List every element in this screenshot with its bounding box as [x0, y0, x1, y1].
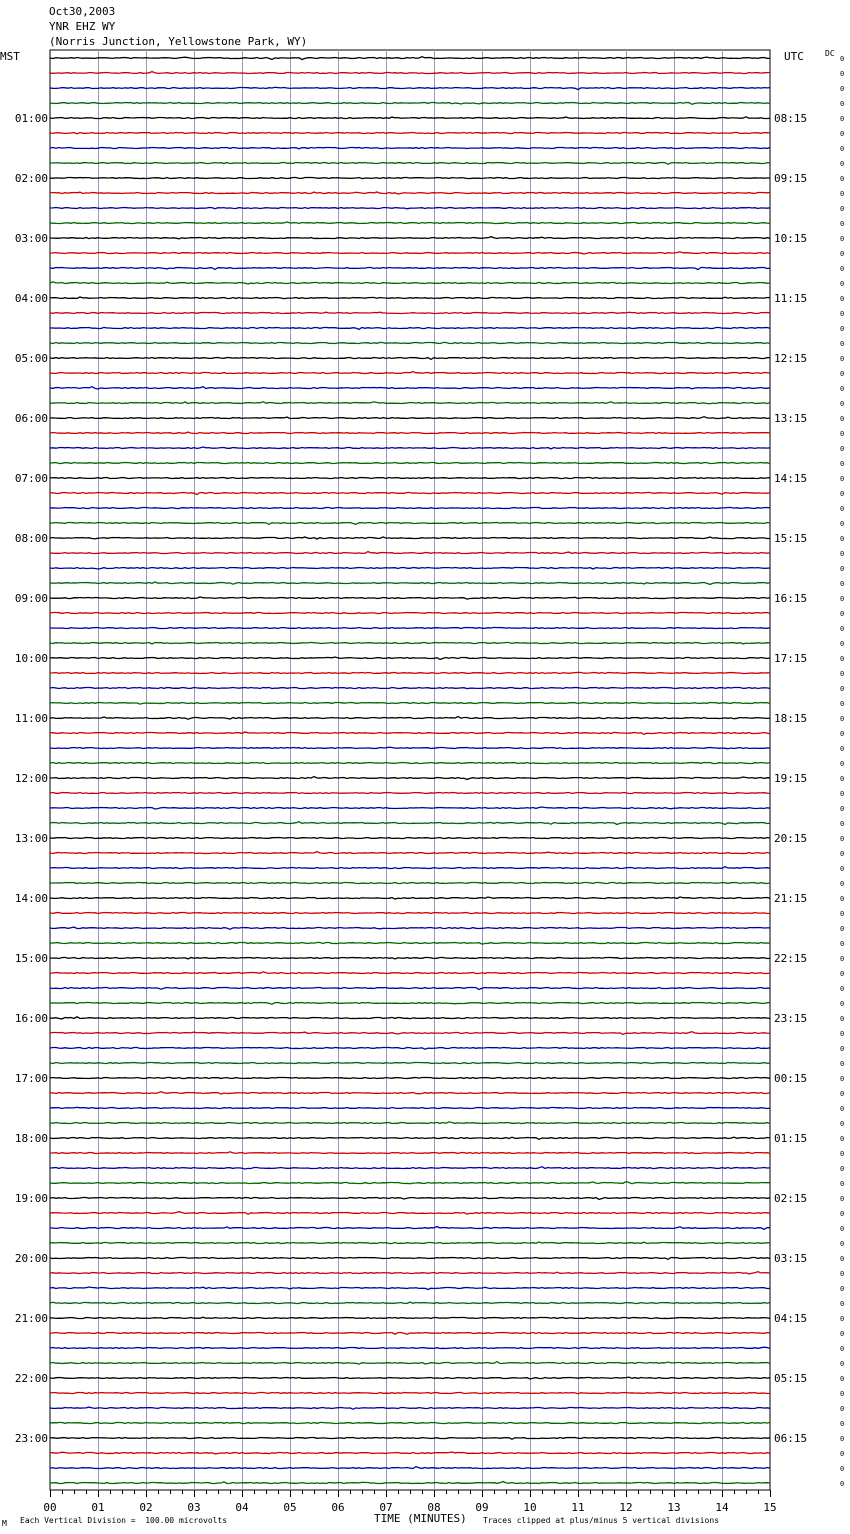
- dc-offset-label: 0: [840, 1225, 845, 1233]
- trace-line: [50, 537, 770, 539]
- x-tick-label: 08: [427, 1501, 441, 1514]
- dc-offset-label: 0: [840, 1270, 845, 1278]
- left-hour-label: 21:00: [14, 1312, 48, 1325]
- trace-line: [50, 972, 770, 974]
- dc-offset-label: 0: [840, 175, 845, 183]
- right-hour-label: 10:15: [774, 232, 808, 245]
- trace-line: [50, 1003, 770, 1005]
- trace-line: [50, 1198, 770, 1200]
- trace-line: [50, 493, 770, 495]
- dc-offset-label: 0: [840, 835, 845, 843]
- trace-line: [50, 807, 770, 809]
- trace-line: [50, 613, 770, 614]
- trace-line: [50, 372, 770, 374]
- dc-offset-label: 0: [840, 1015, 845, 1023]
- right-axis-title: UTC: [784, 50, 804, 63]
- left-hour-label: 10:00: [14, 652, 48, 665]
- trace-line: [50, 417, 770, 419]
- trace-line: [50, 988, 770, 990]
- trace-line: [50, 897, 770, 899]
- trace-line: [50, 463, 770, 464]
- right-hour-label: 06:15: [774, 1432, 808, 1445]
- dc-offset-label: 0: [840, 1360, 845, 1368]
- trace-line: [50, 1317, 770, 1318]
- right-hour-label: 08:15: [774, 112, 808, 125]
- trace-line: [50, 252, 770, 254]
- dc-offset-label: 0: [840, 220, 845, 228]
- dc-offset-label: 0: [840, 100, 845, 108]
- trace-line: [50, 642, 770, 644]
- trace-line: [50, 1302, 770, 1303]
- dc-offset-label: 0: [840, 115, 845, 123]
- dc-offset-label: 0: [840, 325, 845, 333]
- dc-offset-label: 0: [840, 280, 845, 288]
- dc-offset-label: 0: [840, 1090, 845, 1098]
- dc-offset-label: 0: [840, 70, 845, 78]
- trace-line: [50, 327, 770, 329]
- trace-line: [50, 192, 770, 194]
- dc-offset-label: 0: [840, 1150, 845, 1158]
- dc-offset-label: 0: [840, 955, 845, 963]
- trace-line: [50, 57, 770, 60]
- x-tick-label: 15: [763, 1501, 777, 1514]
- x-axis-label: TIME (MINUTES): [374, 1512, 467, 1525]
- trace-line: [50, 717, 770, 720]
- dc-offset-label: 0: [840, 340, 845, 348]
- trace-line: [50, 597, 770, 599]
- trace-line: [50, 1182, 770, 1184]
- left-hour-label: 09:00: [14, 592, 48, 605]
- x-tick-label: 03: [187, 1501, 201, 1514]
- trace-line: [50, 237, 770, 239]
- x-tick-label: 12: [619, 1501, 633, 1514]
- dc-offset-label: 0: [840, 1330, 845, 1338]
- right-hour-label: 18:15: [774, 712, 808, 725]
- dc-offset-label: 0: [840, 1285, 845, 1293]
- trace-line: [50, 627, 770, 628]
- trace-line: [50, 1258, 770, 1260]
- right-hour-label: 01:15: [774, 1132, 808, 1145]
- right-hour-label: 19:15: [774, 772, 808, 785]
- right-hour-label: 17:15: [774, 652, 808, 665]
- trace-line: [50, 1167, 770, 1169]
- scale-note: Each Vertical Division = 100.00 microvolts: [20, 1516, 228, 1525]
- dc-offset-label: 0: [840, 145, 845, 153]
- x-tick-label: 10: [523, 1501, 537, 1514]
- trace-line: [50, 793, 770, 794]
- trace-line: [50, 702, 770, 704]
- dc-offset-label: 0: [840, 1480, 845, 1488]
- dc-offset-label: 0: [840, 1060, 845, 1068]
- trace-line: [50, 342, 770, 343]
- trace-line: [50, 222, 770, 224]
- dc-offset-label: 0: [840, 760, 845, 768]
- trace-line: [50, 747, 770, 749]
- dc-offset-label: 0: [840, 715, 845, 723]
- right-hour-label: 16:15: [774, 592, 808, 605]
- header-date: Oct30,2003: [49, 5, 116, 18]
- dc-offset-label: 0: [840, 1210, 845, 1218]
- dc-offset-label: 0: [840, 310, 845, 318]
- dc-offset-label: 0: [840, 595, 845, 603]
- dc-offset-label: 0: [840, 775, 845, 783]
- trace-line: [50, 358, 770, 360]
- left-hour-label: 14:00: [14, 892, 48, 905]
- right-hour-label: 21:15: [774, 892, 808, 905]
- trace-line: [50, 297, 770, 299]
- dc-offset-label: 0: [840, 1345, 845, 1353]
- dc-offset-label: 0: [840, 505, 845, 513]
- dc-offset-label: 0: [840, 460, 845, 468]
- dc-offset-label: 0: [840, 1435, 845, 1443]
- x-tick-label: 00: [43, 1501, 57, 1514]
- left-hour-label: 13:00: [14, 832, 48, 845]
- right-hour-label: 04:15: [774, 1312, 808, 1325]
- left-hour-label: 11:00: [14, 712, 48, 725]
- trace-line: [50, 732, 770, 734]
- x-tick-label: 09: [475, 1501, 489, 1514]
- trace-line: [50, 268, 770, 270]
- trace-line: [50, 1063, 770, 1064]
- trace-line: [50, 1362, 770, 1365]
- x-tick-label: 01: [91, 1501, 105, 1514]
- right-hour-label: 03:15: [774, 1252, 808, 1265]
- x-tick-label: 02: [139, 1501, 153, 1514]
- right-hour-label: 09:15: [774, 172, 808, 185]
- trace-line: [50, 432, 770, 433]
- dc-offset-label: 0: [840, 235, 845, 243]
- trace-line: [50, 402, 770, 404]
- dc-offset-label: 0: [840, 550, 845, 558]
- trace-line: [50, 867, 770, 869]
- dc-offset-label: 0: [840, 1405, 845, 1413]
- dc-offset-label: 0: [840, 925, 845, 933]
- left-hour-label: 04:00: [14, 292, 48, 305]
- dc-offset-label: 0: [840, 820, 845, 828]
- dc-offset-label: 0: [840, 250, 845, 258]
- left-hour-label: 06:00: [14, 412, 48, 425]
- trace-line: [50, 838, 770, 839]
- dc-offset-label: 0: [840, 205, 845, 213]
- trace-line: [50, 1152, 770, 1154]
- trace-line: [50, 672, 770, 673]
- dc-offset-label: 0: [840, 1045, 845, 1053]
- trace-line: [50, 508, 770, 509]
- left-hour-label: 19:00: [14, 1192, 48, 1205]
- trace-line: [50, 1122, 770, 1124]
- trace-line: [50, 1272, 770, 1274]
- dc-offset-label: 0: [840, 415, 845, 423]
- trace-line: [50, 1227, 770, 1230]
- trace-line: [50, 148, 770, 149]
- right-hour-label: 12:15: [774, 352, 808, 365]
- trace-line: [50, 523, 770, 525]
- trace-line: [50, 162, 770, 164]
- dc-offset-label: 0: [840, 1465, 845, 1473]
- left-hour-label: 15:00: [14, 952, 48, 965]
- dc-offset-label: 0: [840, 1165, 845, 1173]
- dc-offset-label: 0: [840, 1240, 845, 1248]
- left-hour-label: 07:00: [14, 472, 48, 485]
- x-tick-label: 06: [331, 1501, 345, 1514]
- trace-line: [50, 1242, 770, 1244]
- header-location: (Norris Junction, Yellowstone Park, WY): [49, 35, 308, 48]
- dc-offset-label: 0: [840, 1000, 845, 1008]
- trace-line: [50, 568, 770, 570]
- right-hour-label: 14:15: [774, 472, 808, 485]
- dc-offset-label: 0: [840, 790, 845, 798]
- dc-offset-label: 0: [840, 625, 845, 633]
- dc-offset-label: 0: [840, 475, 845, 483]
- dc-offset-label: 0: [840, 1315, 845, 1323]
- dc-offset-label: 0: [840, 355, 845, 363]
- clip-note: Traces clipped at plus/minus 5 vertical divisions: [483, 1516, 720, 1525]
- dc-offset-label: 0: [840, 55, 845, 63]
- trace-line: [50, 657, 770, 659]
- left-hour-label: 16:00: [14, 1012, 48, 1025]
- dc-offset-label: 0: [840, 430, 845, 438]
- x-tick-label: 11: [571, 1501, 585, 1514]
- dc-offset-label: 0: [840, 535, 845, 543]
- dc-offset-label: 0: [840, 640, 845, 648]
- right-hour-label: 13:15: [774, 412, 808, 425]
- dc-offset-label: 0: [840, 580, 845, 588]
- left-hour-label: 05:00: [14, 352, 48, 365]
- left-hour-label: 03:00: [14, 232, 48, 245]
- trace-line: [50, 387, 770, 389]
- trace-line: [50, 1452, 770, 1454]
- trace-line: [50, 1017, 770, 1019]
- trace-line: [50, 1377, 770, 1379]
- trace-line: [50, 312, 770, 313]
- dc-offset-label: 0: [840, 1075, 845, 1083]
- trace-line: [50, 927, 770, 929]
- dc-offset-label: 0: [840, 1300, 845, 1308]
- trace-line: [50, 178, 770, 179]
- trace-line: [50, 777, 770, 780]
- trace-line: [50, 582, 770, 584]
- trace-line: [50, 913, 770, 914]
- right-hour-label: 23:15: [774, 1012, 808, 1025]
- x-tick-label: 04: [235, 1501, 249, 1514]
- left-hour-label: 20:00: [14, 1252, 48, 1265]
- trace-line: [50, 1467, 770, 1469]
- dc-offset-label: 0: [840, 745, 845, 753]
- dc-offset-label: 0: [840, 1450, 845, 1458]
- trace-line: [50, 1078, 770, 1079]
- dc-offset-label: 0: [840, 1180, 845, 1188]
- left-axis-title: MST: [0, 50, 20, 63]
- dc-offset-label: 0: [840, 265, 845, 273]
- trace-line: [50, 1092, 770, 1094]
- trace-line: [50, 117, 770, 119]
- dc-offset-label: 0: [840, 1195, 845, 1203]
- x-tick-label: 13: [667, 1501, 681, 1514]
- dc-offset-label: 0: [840, 295, 845, 303]
- dc-offset-label: 0: [840, 1420, 845, 1428]
- dc-offset-label: 0: [840, 370, 845, 378]
- trace-line: [50, 883, 770, 884]
- dc-offset-label: 0: [840, 445, 845, 453]
- trace-line: [50, 1482, 770, 1484]
- dc-offset-label: 0: [840, 400, 845, 408]
- right-hour-label: 05:15: [774, 1372, 808, 1385]
- dc-offset-label: 0: [840, 880, 845, 888]
- x-tick-label: 05: [283, 1501, 297, 1514]
- dc-offset-label: 0: [840, 610, 845, 618]
- dc-offset-label: 0: [840, 655, 845, 663]
- dc-offset-label: 0: [840, 1390, 845, 1398]
- trace-line: [50, 1407, 770, 1409]
- dc-offset-label: 0: [840, 685, 845, 693]
- trace-line: [50, 72, 770, 74]
- dc-offset-label: 0: [840, 1375, 845, 1383]
- right-hour-label: 20:15: [774, 832, 808, 845]
- dc-offset-label: 0: [840, 1255, 845, 1263]
- trace-line: [50, 822, 770, 825]
- trace-line: [50, 87, 770, 89]
- left-hour-label: 08:00: [14, 532, 48, 545]
- trace-line: [50, 1287, 770, 1290]
- x-tick-label: 14: [715, 1501, 729, 1514]
- dc-offset-label: 0: [840, 670, 845, 678]
- trace-line: [50, 1347, 770, 1348]
- trace-line: [50, 478, 770, 479]
- dc-offset-label: 0: [840, 730, 845, 738]
- trace-line: [50, 208, 770, 209]
- trace-line: [50, 447, 770, 449]
- dc-offset-label: 0: [840, 910, 845, 918]
- dc-offset-label: 0: [840, 130, 845, 138]
- dc-offset-label: 0: [840, 700, 845, 708]
- trace-line: [50, 1212, 770, 1215]
- trace-line: [50, 1047, 770, 1049]
- corner-mark: M: [2, 1519, 7, 1528]
- dc-offset-label: 0: [840, 970, 845, 978]
- right-hour-label: 11:15: [774, 292, 808, 305]
- trace-line: [50, 957, 770, 959]
- right-hour-label: 02:15: [774, 1192, 808, 1205]
- dc-offset-label: 0: [840, 1105, 845, 1113]
- trace-line: [50, 1137, 770, 1139]
- trace-line: [50, 1438, 770, 1440]
- dc-offset-label: 0: [840, 940, 845, 948]
- dc-offset-label: 0: [840, 850, 845, 858]
- trace-line: [50, 1333, 770, 1335]
- trace-line: [50, 1032, 770, 1035]
- trace-line: [50, 282, 770, 284]
- dc-offset-label: 0: [840, 190, 845, 198]
- left-hour-label: 23:00: [14, 1432, 48, 1445]
- dc-offset-label: 0: [840, 85, 845, 93]
- trace-line: [50, 103, 770, 105]
- dc-offset-label: 0: [840, 520, 845, 528]
- dc-offset-label: 0: [840, 565, 845, 573]
- dc-offset-label: 0: [840, 385, 845, 393]
- dc-label: DC: [825, 49, 835, 58]
- trace-line: [50, 1107, 770, 1108]
- dc-offset-label: 0: [840, 895, 845, 903]
- x-tick-label: 07: [379, 1501, 393, 1514]
- dc-offset-label: 0: [840, 1120, 845, 1128]
- right-hour-label: 22:15: [774, 952, 808, 965]
- trace-line: [50, 763, 770, 764]
- trace-line: [50, 852, 770, 854]
- dc-offset-label: 0: [840, 985, 845, 993]
- right-hour-label: 15:15: [774, 532, 808, 545]
- left-hour-label: 12:00: [14, 772, 48, 785]
- dc-offset-label: 0: [840, 1030, 845, 1038]
- left-hour-label: 01:00: [14, 112, 48, 125]
- left-hour-label: 02:00: [14, 172, 48, 185]
- dc-offset-label: 0: [840, 805, 845, 813]
- header-station: YNR EHZ WY: [49, 20, 116, 33]
- dc-offset-label: 0: [840, 865, 845, 873]
- trace-line: [50, 943, 770, 945]
- trace-line: [50, 552, 770, 554]
- dc-offset-label: 0: [840, 490, 845, 498]
- trace-line: [50, 1393, 770, 1394]
- left-hour-label: 17:00: [14, 1072, 48, 1085]
- left-hour-label: 22:00: [14, 1372, 48, 1385]
- right-hour-label: 00:15: [774, 1072, 808, 1085]
- trace-line: [50, 133, 770, 134]
- trace-line: [50, 1422, 770, 1423]
- dc-offset-label: 0: [840, 1135, 845, 1143]
- left-hour-label: 18:00: [14, 1132, 48, 1145]
- trace-line: [50, 688, 770, 689]
- dc-offset-label: 0: [840, 160, 845, 168]
